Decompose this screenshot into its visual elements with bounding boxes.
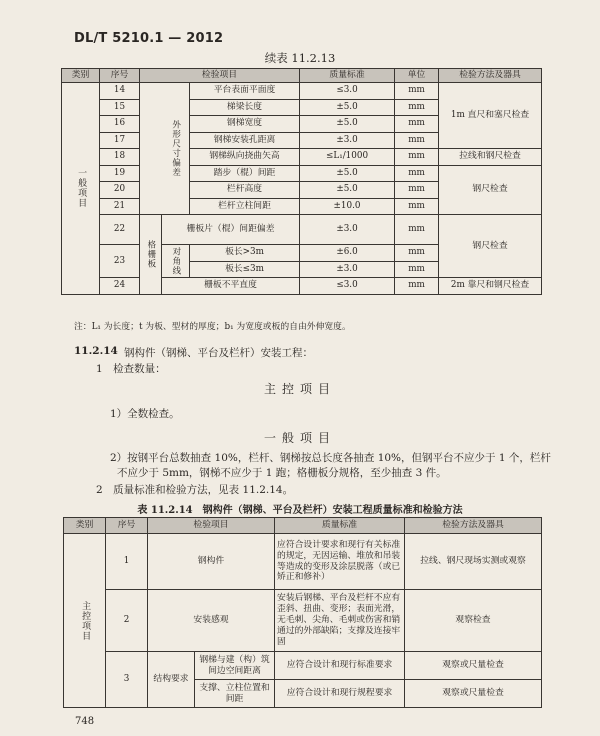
- item: 平台表面平面度: [190, 83, 300, 100]
- standard: ±5.0: [300, 99, 395, 116]
- item: 板长≤3m: [190, 261, 300, 278]
- seq: 2: [106, 590, 148, 652]
- unit: mm: [395, 99, 439, 116]
- group-outer-label: 外形尺寸偏差: [170, 120, 181, 177]
- item: 踏步（棍）间距: [190, 165, 300, 182]
- paragraph-sampling-2: 不应少于 5mm，钢梯不应少于 1 跑；格栅板分规格，至少抽查 3 件。: [117, 467, 447, 479]
- spacer: [140, 83, 162, 215]
- method: 观察或尺量检查: [405, 680, 542, 708]
- col-item: 检验项目: [148, 518, 275, 534]
- category-label: 一般项目: [76, 168, 87, 209]
- unit: mm: [395, 261, 439, 278]
- col-method: 检验方法及器具: [405, 518, 542, 534]
- general-items-heading: 一般项目: [263, 431, 336, 445]
- method: 拉线、钢尺现场实测或观察: [405, 534, 542, 590]
- unit: mm: [395, 198, 439, 215]
- page-number: 748: [75, 716, 95, 727]
- section-title: 钢构件（钢梯、平台及栏杆）安装工程：: [124, 347, 313, 359]
- category-label: 主控项目: [80, 600, 91, 641]
- sub-item: 支撑、立柱位置和间距: [195, 680, 275, 708]
- seq: 3: [106, 652, 148, 708]
- table2-caption: 表 11.2.14 钢构件（钢梯、平台及栏杆）安装工程质量标准和检验方法: [137, 505, 463, 516]
- unit: mm: [395, 83, 439, 100]
- item: 梯梁长度: [190, 99, 300, 116]
- method: 钢尺检查: [439, 165, 542, 215]
- group-grid-label: 格栅板: [145, 240, 156, 269]
- paragraph-full-check: 1）全数检查。: [110, 408, 180, 420]
- item: 栅板片（棍）间距偏差: [162, 215, 300, 245]
- seq: 1: [106, 534, 148, 590]
- seq: 22: [100, 215, 140, 245]
- standard: ±3.0: [300, 261, 395, 278]
- seq: 24: [100, 278, 140, 295]
- table-caption: 续表 11.2.13: [264, 51, 336, 65]
- method: 观察或尺量检查: [405, 652, 542, 680]
- category-cell: [62, 83, 100, 295]
- paragraph-standards: 2 质量标准和检验方法，见表 11.2.14。: [96, 484, 294, 496]
- col-standard: 质量标准: [300, 69, 395, 83]
- sub-item: 钢梯与建（构）筑间边空间距离: [195, 652, 275, 680]
- section-number: 11.2.14: [74, 345, 118, 357]
- col-item: 检验项目: [140, 69, 300, 83]
- unit: mm: [395, 245, 439, 262]
- item: 板长>3m: [190, 245, 300, 262]
- unit: mm: [395, 182, 439, 199]
- item: 结构要求: [148, 652, 195, 708]
- category-cell: [64, 534, 106, 708]
- col-seq: 序号: [100, 69, 140, 83]
- unit: mm: [395, 132, 439, 149]
- seq: 15: [100, 99, 140, 116]
- seq: 14: [100, 83, 140, 100]
- col-category: 类别: [64, 518, 106, 534]
- group-outer-cell: [162, 83, 190, 215]
- standard: ±6.0: [300, 245, 395, 262]
- unit: mm: [395, 215, 439, 245]
- seq: 16: [100, 116, 140, 133]
- standard: 应符合设计要求和现行有关标准的规定，无因运输、堆放和吊装等造成的变形及涂层脱落（或已矫正和修补）: [275, 534, 405, 590]
- seq: 18: [100, 149, 140, 166]
- unit: mm: [395, 116, 439, 133]
- group-grid-cell: [140, 215, 162, 295]
- standard: ±3.0: [300, 132, 395, 149]
- seq: 19: [100, 165, 140, 182]
- paragraph-sampling-1: 2）按钢平台总数抽查 10%，栏杆、钢梯按总长度各抽查 10%，但钢平台不应少于 1 个，栏杆: [110, 452, 551, 464]
- standard: ±5.0: [300, 182, 395, 199]
- item: 钢梯纵向挠曲矢高: [190, 149, 300, 166]
- seq: 17: [100, 132, 140, 149]
- standard: 应符合设计和现行标准要求: [275, 652, 405, 680]
- col-unit: 单位: [395, 69, 439, 83]
- seq: 20: [100, 182, 140, 199]
- standard: ±3.0: [300, 215, 395, 245]
- item: 栅板不平直度: [162, 278, 300, 295]
- method: 1m 直尺和塞尺检查: [439, 83, 542, 149]
- standard: ≤L₁/1000: [300, 149, 395, 166]
- standard: ≤3.0: [300, 83, 395, 100]
- item: 栏杆高度: [190, 182, 300, 199]
- col-category: 类别: [62, 69, 100, 83]
- method: 钢尺检查: [439, 215, 542, 278]
- seq: 21: [100, 198, 140, 215]
- table-note: 注：L₁ 为长度；t 为板、型材的厚度；b₁ 为宽度或板的自由外伸宽度。: [74, 322, 351, 332]
- standard: 安装后钢梯、平台及栏杆不应有歪斜、扭曲、变形；表面光滑，无毛刺、尖角、毛刺或伤害和销通过的外部缺陷；支撑及连接牢固: [275, 590, 405, 652]
- standard: ±5.0: [300, 116, 395, 133]
- item: 栏杆立柱间距: [190, 198, 300, 215]
- diag-cell: [162, 245, 190, 278]
- standard: 应符合设计和现行规程要求: [275, 680, 405, 708]
- unit: mm: [395, 278, 439, 295]
- paragraph-count: 1 检查数量：: [96, 363, 166, 375]
- unit: mm: [395, 149, 439, 166]
- col-seq: 序号: [106, 518, 148, 534]
- main-items-heading: 主控项目: [263, 382, 336, 396]
- diag-label: 对角线: [170, 246, 181, 276]
- standard: ±10.0: [300, 198, 395, 215]
- method: 2m 靠尺和钢尺检查: [439, 278, 542, 295]
- item: 钢梯宽度: [190, 116, 300, 133]
- item: 钢构件: [148, 534, 275, 590]
- item: 安装感观: [148, 590, 275, 652]
- document-code: DL/T 5210.1 — 2012: [74, 31, 224, 46]
- install-quality-table: [63, 517, 542, 708]
- unit: mm: [395, 165, 439, 182]
- method: 拉线和钢尺检查: [439, 149, 542, 166]
- item: 钢梯安装孔距离: [190, 132, 300, 149]
- col-method: 检验方法及器具: [439, 69, 542, 83]
- quality-table-continued: [61, 68, 542, 295]
- standard: ≤3.0: [300, 278, 395, 295]
- standard: ±5.0: [300, 165, 395, 182]
- col-standard: 质量标准: [275, 518, 405, 534]
- method: 观察检查: [405, 590, 542, 652]
- seq: 23: [100, 245, 140, 278]
